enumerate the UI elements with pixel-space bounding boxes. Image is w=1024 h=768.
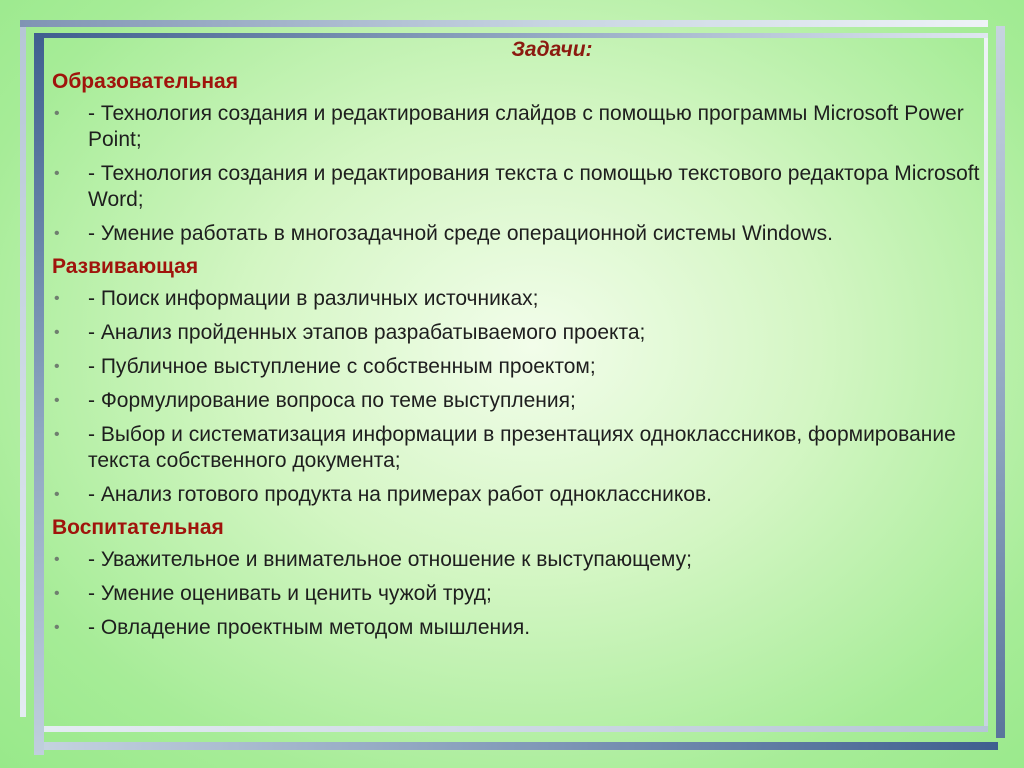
list-item	[52, 581, 982, 607]
list-item	[52, 615, 982, 641]
list-item-text: - Технология создания и редактирования текста с помощью текстового редактора Microsoft Word;	[88, 162, 980, 211]
list-item	[52, 547, 982, 573]
section-heading: Образовательная	[52, 70, 238, 93]
section-heading: Развивающая	[52, 255, 199, 278]
list-item-text: - Поиск информации в различных источниках;	[88, 287, 539, 310]
list-item	[52, 482, 982, 508]
bullet-icon: •	[54, 290, 60, 307]
list-item-text: - Умение оценивать и ценить чужой труд;	[88, 582, 492, 605]
bullet-icon: •	[54, 486, 60, 503]
frame-top-bar	[20, 20, 988, 27]
list-item	[52, 320, 982, 346]
list-item-text: - Уважительное и внимательное отношение к выступающему;	[88, 548, 692, 571]
frame-right-inner-bar	[984, 38, 988, 728]
list-item	[52, 422, 982, 474]
list-item-text: - Технология создания и редактирования слайдов с помощью программы Microsoft Power Point;	[88, 102, 964, 151]
task-list	[52, 286, 982, 508]
frame-left-outer-bar	[20, 27, 26, 717]
bullet-icon: •	[54, 392, 60, 409]
section-developmental	[52, 255, 982, 508]
bullet-icon: •	[54, 551, 60, 568]
list-item-text: - Формулирование вопроса по теме выступления;	[88, 389, 576, 412]
bullet-icon: •	[54, 358, 60, 375]
bullet-icon: •	[54, 165, 60, 182]
bullet-icon: •	[54, 324, 60, 341]
list-item-text: - Выбор и систематизация информации в презентациях одноклассников, формирование текста собственного документа;	[88, 423, 956, 472]
list-item	[52, 388, 982, 414]
list-item	[52, 286, 982, 312]
task-list	[52, 547, 982, 641]
frame-right-bar	[996, 26, 1005, 738]
list-item	[52, 101, 982, 153]
bullet-icon: •	[54, 105, 60, 122]
list-item-text: - Анализ пройденных этапов разрабатываемого проекта;	[88, 321, 646, 344]
bullet-icon: •	[54, 585, 60, 602]
bullet-icon: •	[54, 619, 60, 636]
list-item	[52, 161, 982, 213]
bullet-icon: •	[54, 225, 60, 242]
list-item-text: - Овладение проектным методом мышления.	[88, 616, 531, 639]
frame-bottom-inner-bar	[44, 742, 998, 750]
frame-left-bar	[34, 33, 44, 755]
section-educational	[52, 70, 982, 247]
list-item-text: - Анализ готового продукта на примерах работ одноклассников.	[88, 483, 712, 506]
list-item	[52, 354, 982, 380]
frame-bottom-bar	[44, 726, 988, 732]
list-item	[52, 221, 982, 247]
task-list	[52, 101, 982, 247]
slide-title: Задачи:	[511, 38, 593, 61]
list-item-text: - Публичное выступление с собственным проектом;	[88, 355, 596, 378]
section-upbringing	[52, 516, 982, 641]
slide-content	[52, 38, 982, 649]
list-item-text: - Умение работать в многозадачной среде операционной системы Windows.	[88, 222, 833, 245]
section-heading: Воспитательная	[52, 516, 224, 539]
bullet-icon: •	[54, 426, 60, 443]
